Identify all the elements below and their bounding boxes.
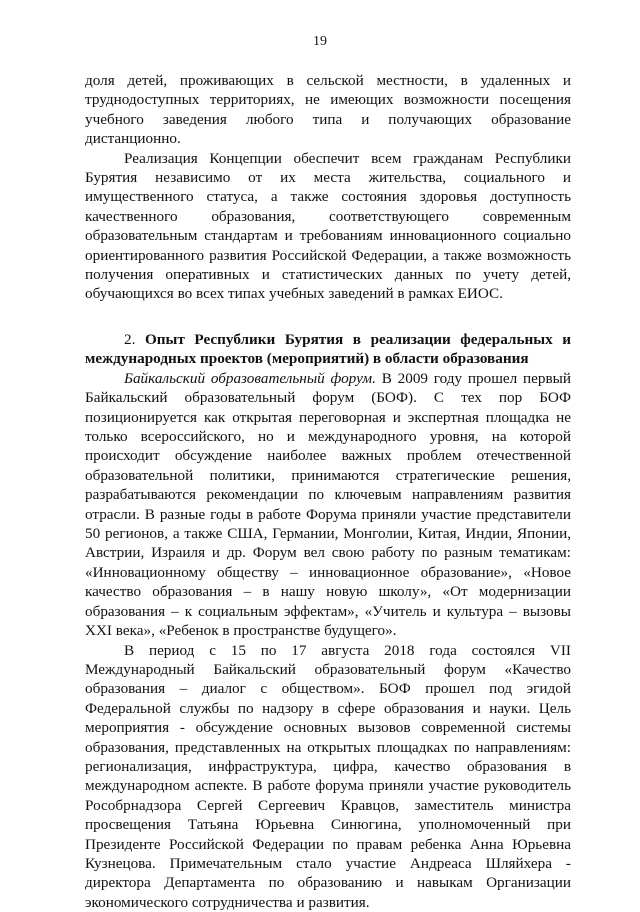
baikal-forum-paragraph: [85, 369, 571, 641]
page-number: 19: [0, 34, 640, 50]
baikal-forum-text: В 2009 году прошел первый Байкальский образовательный форум (БОФ). С тех пор БОФ позиционируется как открытая переговорная и экспертная площадка не только всероссийского, но и международного уровня, на которой происходит обсуждение наиболее важных проблем отечественной образовательной политики, принимаются стратегические решения, разрабатываются рекомендации по ключевым направлениям развития отрасли. В разные годы в работе Форума приняли участие представители 50 регионов, а также США, Германии, Монголии, Китая, Индии, Японии, Австрии, Израиля и др. Форум вел свою работу по разным тематикам: «Инновационному обществу – инновационное образование», «Новое качество образования – в нашу новую школу», «От модернизации образования – к социальным эффектам», «Учитель и культура – вызовы XXI века», «Ребенок в пространстве будущего».: [85, 370, 571, 639]
section-heading-text: Опыт Республики Бурятия в реализации федеральных и международных проектов (мероприятий) в области образования: [85, 331, 571, 367]
forum-2018-paragraph: В период с 15 по 17 августа 2018 года состоялся VII Международный Байкальский образовательный форум «Качество образования – диалог с обществом». БОФ прошел под эгидой Федеральной службы по надзору в сфере образования и науки. Цель мероприятия - обсуждение основных вызовов современной системы образования, представленных на открытых площадках по направлениям: регионализация, инфраструктура, цифра, качество образования в международном аспекте. В работе форума приняли участие руководитель Рособрнадзора Сергей Сергеевич Кравцов, заместитель министра просвещения Татьяна Юрьевна Синюгина, уполномоченный при Президенте Российской Федерации по правам ребенка Анна Юрьевна Кузнецова. Примечательным стало участие Андреаса Шляйхера - директора Департамента по образованию и навыкам Организации экономического сотрудничества и развития.: [85, 641, 571, 912]
section-heading: [85, 330, 571, 369]
section-heading-number: 2.: [124, 331, 135, 348]
concept-section: [85, 71, 571, 304]
baikal-forum-title: Байкальский образовательный форум.: [124, 370, 376, 387]
rural-children-paragraph: доля детей, проживающих в сельской местности, в удаленных и труднодоступных территориях, не имеющих возможности посещения учебного заведения любого типа и получающих образование дистанционно.: [85, 71, 571, 149]
concept-implementation-paragraph: Реализация Концепции обеспечит всем гражданам Республики Бурятия независимо от их места жительства, социального и имущественного статуса, а также состояния здоровья доступность качественного образования, соответствующего современным образовательным стандартам и требованиям инновационного социально ориентированного развития Российской Федерации, а также возможность получения оперативных и статистических данных по учету детей, обучающихся во всех типах учебных заведений в рамках ЕИОС.: [85, 149, 571, 304]
experience-section: [85, 330, 571, 912]
